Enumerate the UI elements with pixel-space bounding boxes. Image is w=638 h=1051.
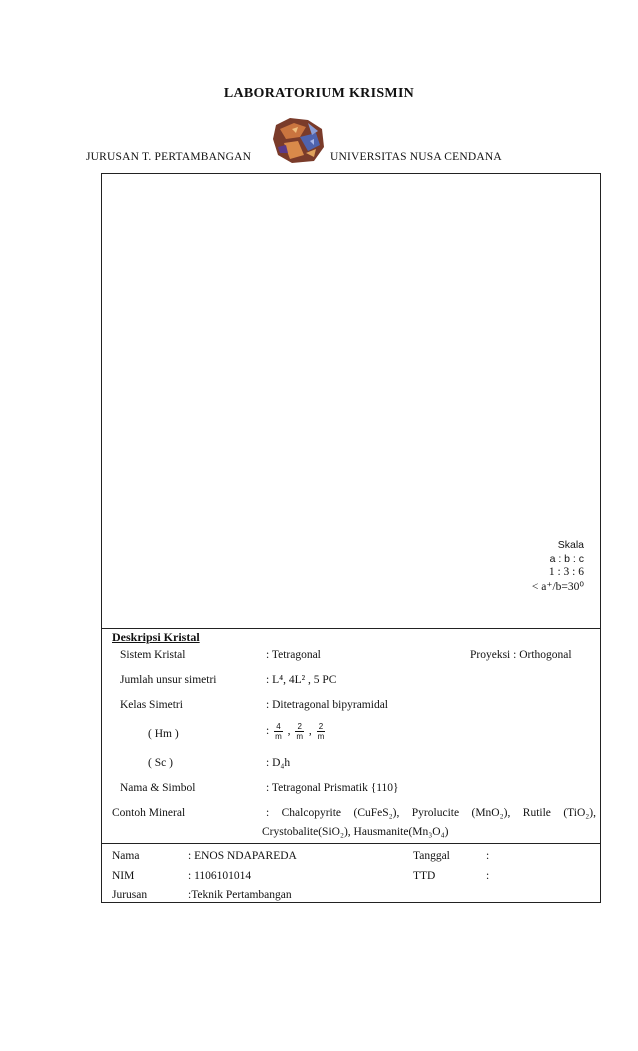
scale-ratio: 1 : 3 : 6 [548, 566, 584, 578]
hm-fraction-2-den: m [296, 732, 304, 741]
hm-fraction-3-den: m [317, 732, 325, 741]
hm-fraction-3-num: 2 [317, 722, 326, 732]
department-field-value: :Teknik Pertambangan [188, 889, 292, 901]
date-label: Tanggal [413, 850, 450, 862]
hm-fraction-3 [317, 722, 326, 741]
department-field-label: Jurusan [112, 889, 148, 901]
sc-label: ( Sc ) [148, 757, 173, 769]
page-title: LABORATORIUM KRISMIN [223, 86, 415, 101]
section-divider [102, 628, 600, 629]
university-label: UNIVERSITAS NUSA CENDANA [330, 151, 502, 163]
crystal-sheet-frame [101, 173, 601, 903]
footer-divider [102, 843, 600, 844]
mineral-example-line2: Crystobalite(SiO₂), Hausmanite(Mn₃O₄) [262, 826, 449, 838]
mineral-icon [270, 115, 326, 165]
scale-angle: < a⁺/b=30⁰ [531, 581, 584, 593]
hm-fraction-1-den: m [275, 732, 282, 741]
hm-fraction-2 [295, 722, 304, 741]
name-symbol-value: : Tetragonal Prismatik {110} [266, 782, 399, 794]
symmetry-count-label: Jumlah unsur simetri [120, 674, 217, 686]
nim-value: : 1106101014 [188, 870, 252, 882]
symmetry-count-value: : L⁴, 4L² , 5 PC [266, 674, 337, 686]
hm-fraction-1 [274, 722, 283, 741]
name-label: Nama [112, 850, 140, 862]
department-label: JURUSAN T. PERTAMBANGAN [86, 151, 252, 163]
name-symbol-label: Nama & Simbol [120, 782, 196, 794]
drawing-area [102, 174, 600, 628]
system-label: Sistem Kristal [120, 649, 186, 661]
date-value: : [486, 850, 490, 862]
signature-label: TTD [413, 870, 436, 882]
signature-value: : [486, 870, 490, 882]
hm-fraction-1-num: 4 [274, 722, 283, 732]
scale-block [532, 539, 584, 593]
hm-colon: : [266, 725, 270, 738]
hm-label: ( Hm ) [148, 728, 179, 740]
mineral-specimen-image [270, 115, 326, 165]
name-value: : ENOS NDAPAREDA [188, 850, 297, 862]
projection-value: Proyeksi : Orthogonal [470, 649, 572, 661]
nim-label: NIM [112, 870, 135, 882]
hm-fraction-2-num: 2 [295, 722, 304, 732]
description-title: Deskripsi Kristal [112, 630, 200, 644]
symmetry-class-value: : Ditetragonal bipyramidal [266, 699, 388, 711]
scale-label: Skala [557, 539, 584, 551]
symmetry-class-label: Kelas Simetri [120, 699, 183, 711]
system-value: : Tetragonal [266, 649, 321, 661]
sc-value: : D₄h [266, 757, 291, 769]
scale-axes: a : b : c [549, 553, 584, 565]
hm-value: : $\frac{4}{m}$ , $\frac{2}{m}$ , $\frac{2}{m}$ [266, 722, 325, 741]
mineral-example-line1: : Chalcopyrite (CuFeS₂), Pyrolucite (MnO₂), Rutile (TiO₂), [266, 807, 596, 819]
mineral-example-label: Contoh Mineral [112, 807, 186, 819]
